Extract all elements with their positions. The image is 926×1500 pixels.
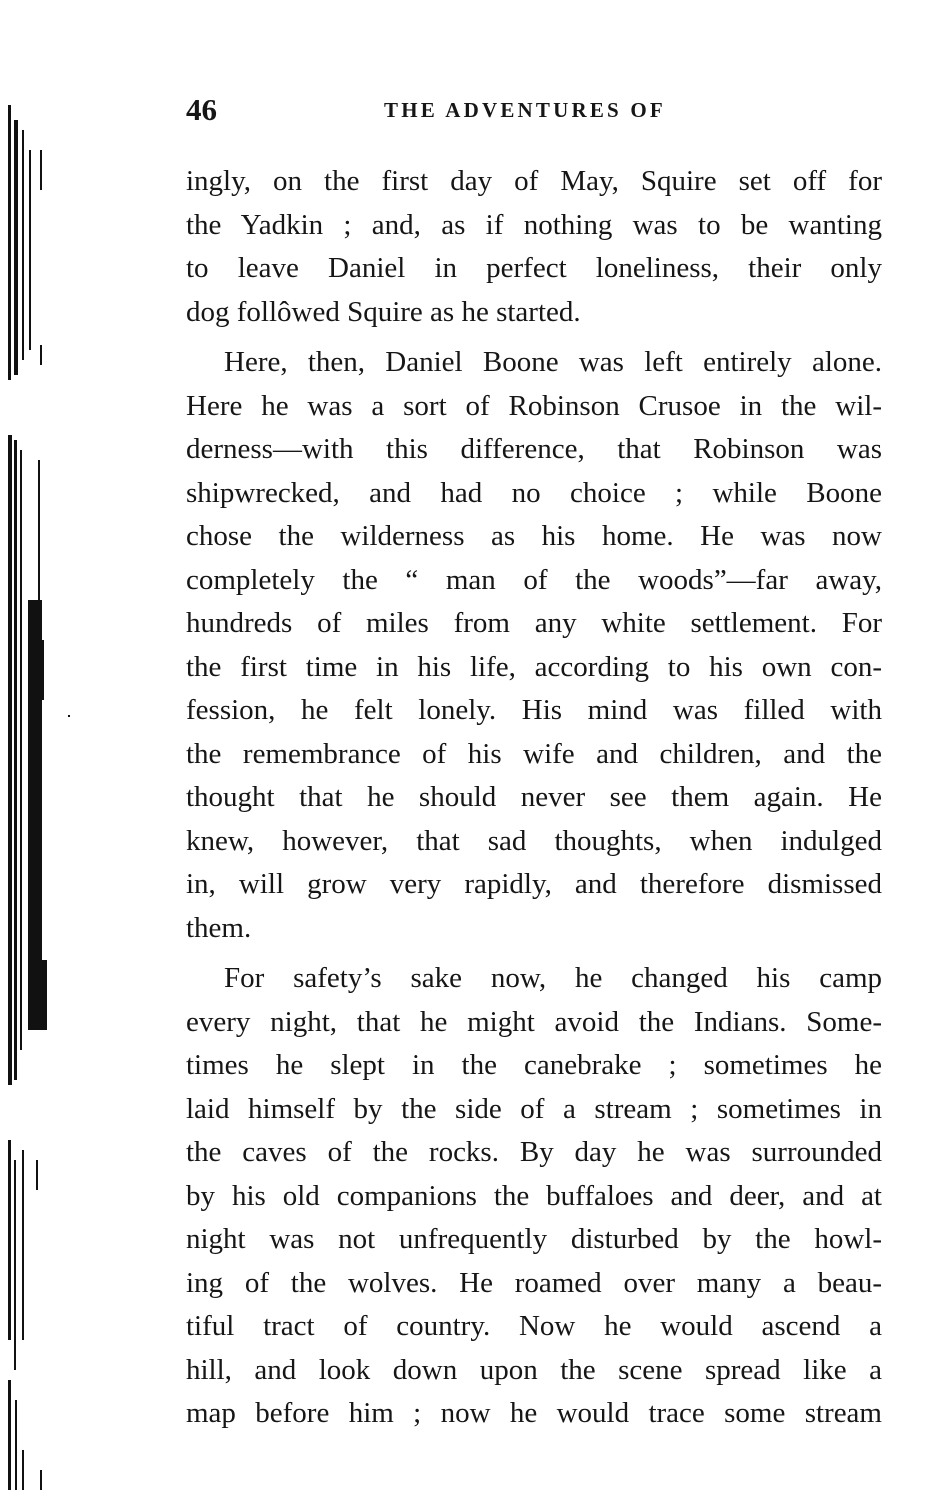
text-line: completely the “ man of the woods”—far away, xyxy=(186,563,882,596)
scan-edge-artifact xyxy=(0,0,70,1500)
running-title: THE ADVENTURES OF xyxy=(384,98,666,122)
page-number: 46 xyxy=(186,92,217,127)
text-line: the first time in his life, according to his own con- xyxy=(186,650,882,683)
text-line: For safety’s sake now, he changed his camp xyxy=(224,962,882,994)
text-line: by his old companions the buffaloes and deer, and at xyxy=(186,1179,882,1212)
text-line: the Yadkin ; and, as if nothing was to be wanting xyxy=(186,208,882,241)
text-line: fession, he felt lonely. His mind was filled with xyxy=(186,694,882,726)
text-line: them. xyxy=(186,911,252,944)
running-head xyxy=(186,92,886,132)
text-line: chose the wilderness as his home. He was now xyxy=(186,520,882,552)
paragraph-gap xyxy=(186,334,882,341)
text-line: hundreds of miles from any white settlement. For xyxy=(186,607,882,639)
text-line: Here he was a sort of Robinson Crusoe in the wil- xyxy=(186,389,882,422)
text-line: in, will grow very rapidly, and therefore dismissed xyxy=(186,868,882,900)
paragraph-gap xyxy=(186,950,882,957)
paragraph-1 xyxy=(186,160,882,334)
body-text xyxy=(186,160,882,1436)
text-line: thought that he should never see them again. He xyxy=(186,781,882,813)
text-line: hill, and look down upon the scene spread like a xyxy=(186,1353,882,1386)
text-line: to leave Daniel in perfect loneliness, their only xyxy=(186,252,882,284)
text-line: shipwrecked, and had no choice ; while Boone xyxy=(186,476,882,509)
paragraph-2 xyxy=(186,341,882,950)
text-line: laid himself by the side of a stream ; sometimes in xyxy=(186,1092,882,1125)
text-line: knew, however, that sad thoughts, when indulged xyxy=(186,824,882,857)
text-line: derness—with this difference, that Robinson was xyxy=(186,433,882,465)
text-line: night was not unfrequently disturbed by the howl- xyxy=(186,1223,882,1255)
text-line: times he slept in the canebrake ; sometimes he xyxy=(186,1049,882,1081)
text-line: ing of the wolves. He roamed over many a beau- xyxy=(186,1266,882,1299)
text-line: the remembrance of his wife and children, and the xyxy=(186,737,882,770)
text-line: the caves of the rocks. By day he was surrounded xyxy=(186,1136,882,1168)
text-line: dog follôwed Squire as he started. xyxy=(186,295,581,328)
text-line: map before him ; now he would trace some stream xyxy=(186,1397,882,1429)
text-line: tiful tract of country. Now he would ascend a xyxy=(186,1310,882,1342)
text-line: Here, then, Daniel Boone was left entirely alone. xyxy=(224,346,882,378)
text-line: ingly, on the first day of May, Squire set off for xyxy=(186,165,882,197)
text-line: every night, that he might avoid the Indians. Some- xyxy=(186,1005,882,1038)
paragraph-3 xyxy=(186,957,882,1436)
